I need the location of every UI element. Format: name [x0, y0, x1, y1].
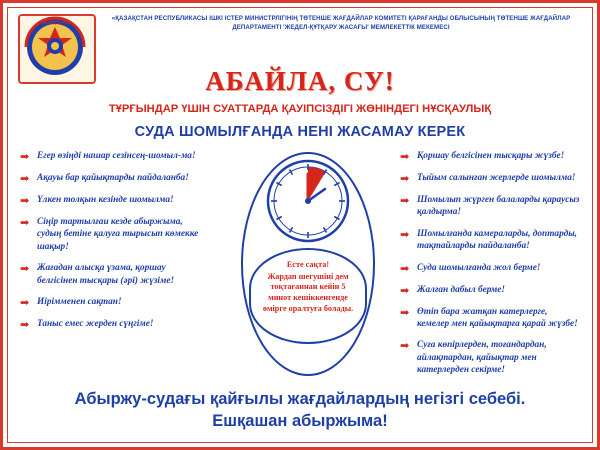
arrow-icon: ➡	[20, 217, 30, 230]
page-title: АБАЙЛА, СУ!	[205, 66, 395, 96]
arrow-icon: ➡	[400, 173, 410, 186]
content-columns	[8, 150, 592, 380]
list-item	[20, 194, 200, 207]
list-item-label: Үлкен толқын кезінде шомылма!	[37, 195, 174, 206]
list-item-label: Жалған дабыл берме!	[417, 284, 506, 295]
footer-message	[8, 389, 592, 432]
right-rules-list	[400, 150, 580, 385]
arrow-icon: ➡	[20, 195, 30, 208]
arrow-icon: ➡	[20, 173, 30, 186]
ministry-header-text: «ҚАЗАҚСТАН РЕСПУБЛИКАСЫ ІШКІ ІСТЕР МИНИСТРЛІГІНІҢ ТӨТЕНШЕ ЖАҒДАЙЛАР КОМИТЕТІ ҚАРАҒАНДЫ ОБЛЫСЫНЫҢ ТӨТЕНШЕ ЖАҒДАЙЛАР ДЕПАРТАМЕНТІ 'ЖЕДЕЛ-ҚҰТҚАРУ ЖАСАҒЫ' МЕМЛЕКЕТТІК МЕКЕМЕСІ	[111, 15, 571, 31]
list-item-label: Тыйым салынған жерлерде шомылма!	[417, 173, 576, 184]
center-note-body: Жардап шегушіні дем тоқтағаннан кейін 5 минот кешіккенгенде өмірге оралтуға болады.	[262, 271, 354, 313]
page-subtitle: ТҰРҒЫНДАР ҮШІН СУАТТАРДА ҚАУІПСІЗДІГІ ЖӨНІНДЕГІ НҰСҚАУЛЫҚ	[108, 103, 492, 115]
list-item	[20, 318, 200, 331]
arrow-icon: ➡	[400, 284, 410, 297]
arrow-icon: ➡	[400, 195, 410, 208]
list-item-label: Таныс емес жерден сүңгіме!	[37, 318, 154, 329]
list-item	[400, 172, 580, 185]
list-item	[400, 194, 580, 219]
center-note-title: Есте сақта!	[286, 260, 330, 270]
list-item-label: Иірімменен сақтан!	[37, 296, 122, 307]
arrow-icon: ➡	[400, 262, 410, 275]
center-clock-block	[245, 158, 371, 344]
list-item-label: Сіңір тартылғаи кезде абыржыма, судың бетіне қалуға тырысып көмекке шақыр!	[37, 217, 199, 252]
list-item-label: Ақауы бар қайықтарды пайдаланба!	[37, 173, 189, 184]
arrow-icon: ➡	[400, 306, 410, 319]
poster-inner-frame	[7, 7, 593, 443]
page-section-heading: СУДА ШОМЫЛҒАНДА НЕНІ ЖАСАМАУ КЕРЕК	[134, 124, 466, 141]
list-item	[400, 306, 580, 331]
emblem-kazakhstan-emergency-icon	[18, 14, 96, 84]
list-item-label: Жағадан алысқа үзама, қоршау белгісінен тысқары (әрі) жүзіме!	[37, 263, 175, 286]
list-item-label: Қоршау белгісінен тысқары жүзбе!	[417, 151, 565, 162]
list-item-label: Егер өзіңді нашар сезінсең-шомыл-ма!	[37, 151, 196, 162]
list-item-label: Суда шомылғанда жол берме!	[417, 262, 541, 273]
arrow-icon: ➡	[400, 340, 410, 353]
list-item	[20, 296, 200, 309]
list-item	[400, 228, 580, 253]
footer-line-2: Ешқашан абыржыма!	[212, 411, 388, 430]
arrow-icon: ➡	[20, 318, 30, 331]
list-item	[400, 262, 580, 275]
list-item-label: Шомылып жүрген балаларды қараусыз қалдырма!	[417, 195, 580, 218]
arrow-icon: ➡	[20, 263, 30, 276]
list-item	[400, 284, 580, 297]
arrow-icon: ➡	[20, 151, 30, 164]
list-item	[400, 150, 580, 163]
arrow-icon: ➡	[20, 296, 30, 309]
clock-face-icon	[265, 158, 351, 244]
svg-text:ҚАЗАҚСТАН: ҚАЗАҚСТАН	[40, 20, 70, 26]
footer-line-1: Абыржу-судағы қайғылы жағдайлардың негізгі себебі.	[74, 390, 526, 409]
left-rules-list	[20, 150, 200, 340]
svg-text:ТЖМ: ТЖМ	[49, 70, 61, 76]
list-item	[20, 216, 200, 253]
arrow-icon: ➡	[400, 151, 410, 164]
arrow-icon: ➡	[400, 228, 410, 241]
list-item	[400, 339, 580, 376]
list-item	[20, 150, 200, 163]
center-note	[249, 248, 367, 344]
header	[8, 8, 592, 76]
list-item-label: Шомылғанда камераларды, доптарды, тақтайларды пайдаланба!	[417, 228, 577, 252]
list-item-label: Суға көпірлерден, тоғандардан, айлақтардан, қайықтар мен катерлерден секірме!	[417, 340, 547, 375]
list-item	[20, 262, 200, 287]
list-item-label: Өтіп бара жатқан катерлерге, кемелер мен қайықтарға қарай жүзбе!	[417, 306, 578, 329]
list-item	[20, 172, 200, 185]
